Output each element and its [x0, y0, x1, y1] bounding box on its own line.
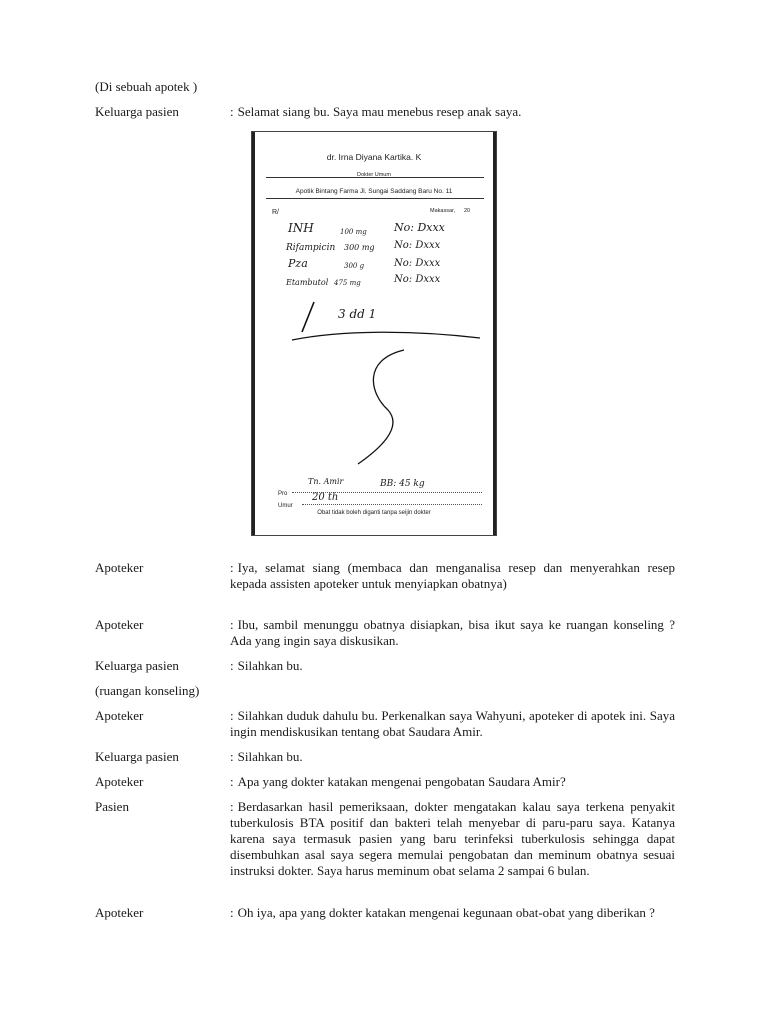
rx-item-no: No: Dxxx	[394, 258, 441, 269]
scene-note: (Di sebuah apotek )	[95, 79, 198, 94]
handwriting-strokes	[252, 132, 496, 535]
rx-item-dose: 100 mg	[340, 228, 367, 236]
dialogue-text: : Berdasarkan hasil pemeriksaan, dokter mengatakan kalau saya terkena penyakit tuberkulosis BTA positif dan bakteri telah menyebar di paru-paru saya. Katanya karena saya termasuk pasien yang baru terinfeksi tuberkulosis sehingga dapat disembuhkan asal saya segera memulai pengobatan dan meminum obatnya sesuai instruksi dokter. Saya harus meminum obat selama 2 sampai 6 bulan.	[230, 799, 675, 878]
speaker-label: Apoteker	[95, 905, 144, 920]
speaker-label: Apoteker	[95, 774, 144, 789]
rx-item-no: No: Dxxx	[394, 221, 445, 234]
dialogue-row	[95, 617, 675, 649]
dialogue-row-intro	[95, 104, 675, 120]
dialogue-text: : Silahkan bu.	[230, 658, 303, 673]
dialogue-text: : Iya, selamat siang (membaca dan menganalisa resep dan menyerahkan resep kepada assisten apoteker untuk menyiapkan obatnya)	[230, 560, 675, 591]
dialogue-text: : Silahkan bu.	[230, 749, 303, 764]
dialogue-text: : Oh iya, apa yang dokter katakan mengenai kegunaan obat-obat yang diberikan ?	[230, 905, 655, 920]
dialogue-text: : Silahkan duduk dahulu bu. Perkenalkan saya Wahyuni, apoteker di apotek ini. Saya ingin mendiskusikan tentang obat Saudara Amir.	[230, 708, 675, 739]
dialogue-text: : Apa yang dokter katakan mengenai pengobatan Saudara Amir?	[230, 774, 566, 789]
speaker-label: Apoteker	[95, 708, 144, 723]
speaker-label: Pasien	[95, 799, 129, 814]
rx-item-name: INH	[288, 221, 314, 235]
year-label: 20	[464, 208, 471, 214]
dialogue-row	[95, 774, 675, 790]
speaker-label: Keluarga pasien	[95, 658, 179, 673]
umur-label: Umur	[278, 503, 293, 509]
dialogue-row	[95, 708, 675, 740]
prescription-footer: Obat tidak boleh diganti tanpa seijin dokter	[317, 510, 431, 516]
dialogue-row	[95, 658, 675, 674]
patient-weight: BB: 45 kg	[380, 479, 425, 489]
patient-age: 20 th	[312, 492, 339, 503]
doctor-title: Dokter Umum	[357, 172, 391, 178]
pro-label: Pro	[278, 491, 288, 497]
patient-name: Tn. Amir	[308, 477, 344, 486]
speaker-label: Apoteker	[95, 560, 144, 575]
speaker-label: Keluarga pasien	[95, 749, 179, 764]
rx-item-name: Rifampicin	[286, 243, 336, 253]
rx-item-no: No: Dxxx	[394, 240, 441, 251]
speaker-label: Apoteker	[95, 617, 144, 632]
doctor-name: dr. Irna Diyana Kartika. K	[326, 152, 422, 162]
rx-item-dose: 300 g	[344, 262, 365, 270]
rx-item-name: Pza	[288, 257, 308, 270]
r-symbol: R/	[272, 209, 279, 216]
rx-item-dose: 300 mg	[344, 243, 375, 252]
signa-text: 3 dd 1	[338, 307, 377, 321]
dialogue-text: : Ibu, sambil menunggu obatnya disiapkan, bisa ikut saya ke ruangan konseling ? Ada yang ingin saya diskusikan.	[230, 617, 675, 648]
dialogue-row	[95, 905, 675, 921]
prescription-image	[251, 131, 497, 536]
rx-item-dose: 475 mg	[334, 279, 361, 287]
city-label: Makassar,	[430, 208, 456, 214]
dialogue-row	[95, 799, 675, 879]
speaker-label: Keluarga pasien	[95, 104, 179, 119]
dialogue-row	[95, 749, 675, 765]
pharmacy-address: Apotik Bintang Farma Jl. Sungai Saddang Baru No. 11	[295, 188, 453, 195]
rx-item-no: No: Dxxx	[394, 274, 441, 285]
dialogue-row	[95, 560, 675, 592]
scene-note: (ruangan konseling)	[95, 683, 200, 698]
rx-item-name: Etambutol	[286, 278, 329, 287]
dialogue-text: : Selamat siang bu. Saya mau menebus resep anak saya.	[230, 104, 522, 119]
